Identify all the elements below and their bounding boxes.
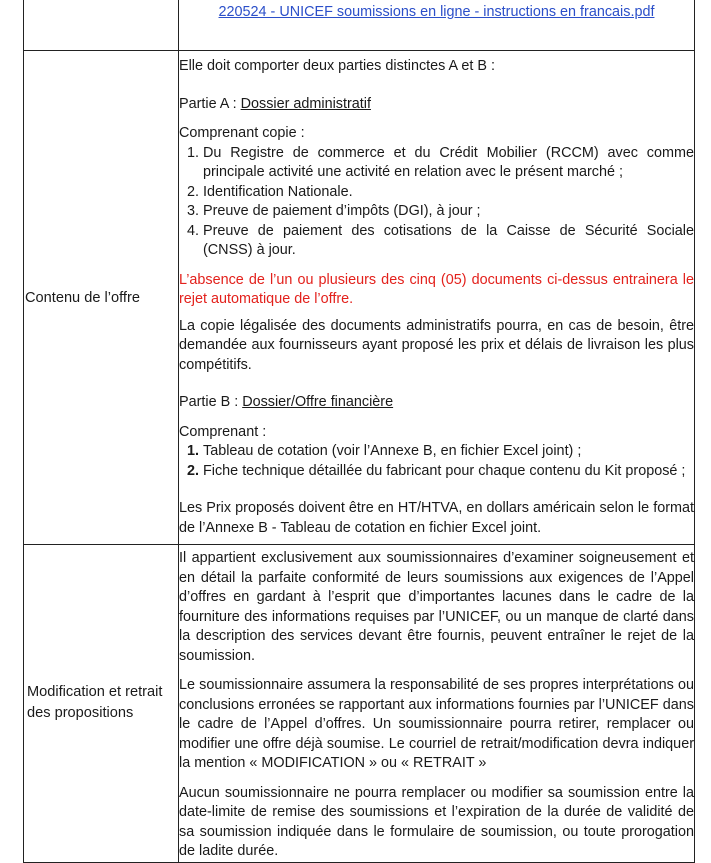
- list-item: 1. Tableau de cotation (voir l’Annexe B, en fichier Excel joint) ;: [203, 442, 694, 462]
- partB-list: [179, 442, 694, 481]
- modification-para-2: Le soumissionnaire assumera la responsabilité de ses propres interprétations ou conclusions erronées se rapportant aux informations fournies par l’UNICEF dans le cadre de l’Appel d’offres. Un soumissionnaire pourra retirer, remplacer ou modifier une offre déjà soumise. Le courriel de retrait/modification devra indiquer la mention « MODIFICATION » ou « RETRAIT »: [179, 677, 694, 771]
- legalized-text: La copie légalisée des documents administratifs pourra, en cas de besoin, être demandée aux fournisseurs ayant proposé les prix et délais de livraison les plus compétitifs.: [179, 317, 694, 373]
- partB-lead: Comprenant :: [179, 423, 267, 440]
- content-cell-modification: [179, 545, 695, 863]
- partA-title: Dossier administratif: [240, 95, 371, 112]
- partA-list: [179, 144, 694, 261]
- warning-text: L’absence de l’un ou plusieurs des cinq (05) documents ci-dessus entrainera le rejet automatique de l’offre.: [179, 271, 694, 307]
- list-item: 1. Du Registre de commerce et du Crédit Mobilier (RCCM) avec comme principale activité une activité en relation avec le présent marché ;: [203, 144, 694, 183]
- content-cell-link: [179, 0, 695, 51]
- list-item: 4. Preuve de paiement des cotisations de la Caisse de Sécurité Sociale (CNSS) à jour.: [203, 222, 694, 261]
- list-item: 2. Identification Nationale.: [203, 183, 694, 203]
- label-cell-empty: [24, 0, 179, 51]
- list-item: 2. Fiche technique détaillée du fabricant pour chaque contenu du Kit proposé ;: [203, 462, 694, 482]
- table-row-modification: [24, 545, 695, 863]
- table-row-contenu: [24, 51, 695, 545]
- modification-para-1: Il appartient exclusivement aux soumissionnaires d’examiner soigneusement et en détail la parfaite conformité de leurs soumissions aux exigences de l’Appel d’offres en gardant à l’esprit que d’importantes lacunes dans le cadre de la fourniture des informations requises par l’UNICEF, ou un manque de clarté dans la description des services devant être fournis, peuvent entraîner le rejet de la soumission.: [179, 550, 694, 664]
- modification-label: Modification et retrait des propositions: [27, 684, 163, 722]
- table-row-link: [24, 0, 695, 51]
- partA-heading: Partie A : Dossier administratif: [179, 95, 371, 112]
- label-cell-contenu: [24, 51, 179, 545]
- document-table: [23, 0, 695, 863]
- partA-lead: Comprenant copie :: [179, 125, 305, 141]
- partB-title: Dossier/Offre financière: [242, 394, 394, 410]
- contenu-label: Contenu de l’offre: [25, 289, 140, 306]
- partB-heading: Partie B : Dossier/Offre financière: [179, 394, 394, 410]
- label-cell-modification: [24, 545, 179, 863]
- intro-text: Elle doit comporter deux parties distinctes A et B :: [179, 58, 495, 74]
- list-item: 3. Preuve de paiement d’impôts (DGI), à jour ;: [203, 202, 694, 222]
- prices-text: Les Prix proposés doivent être en HT/HTVA, en dollars américain selon le format de l’Annexe B - Tableau de cotation en fichier Excel joint.: [179, 500, 694, 536]
- modification-para-3: Aucun soumissionnaire ne pourra remplacer ou modifier sa soumission entre la date-limite de remise des soumissions et l’expiration de la durée de validité de sa soumission indiquée dans le formulaire de soumission, ou toute prorogation de ladite durée.: [179, 784, 694, 859]
- instructions-pdf-link[interactable]: 220524 - UNICEF soumissions en ligne - instructions en francais.pdf: [218, 4, 655, 20]
- content-cell-contenu: [179, 51, 695, 545]
